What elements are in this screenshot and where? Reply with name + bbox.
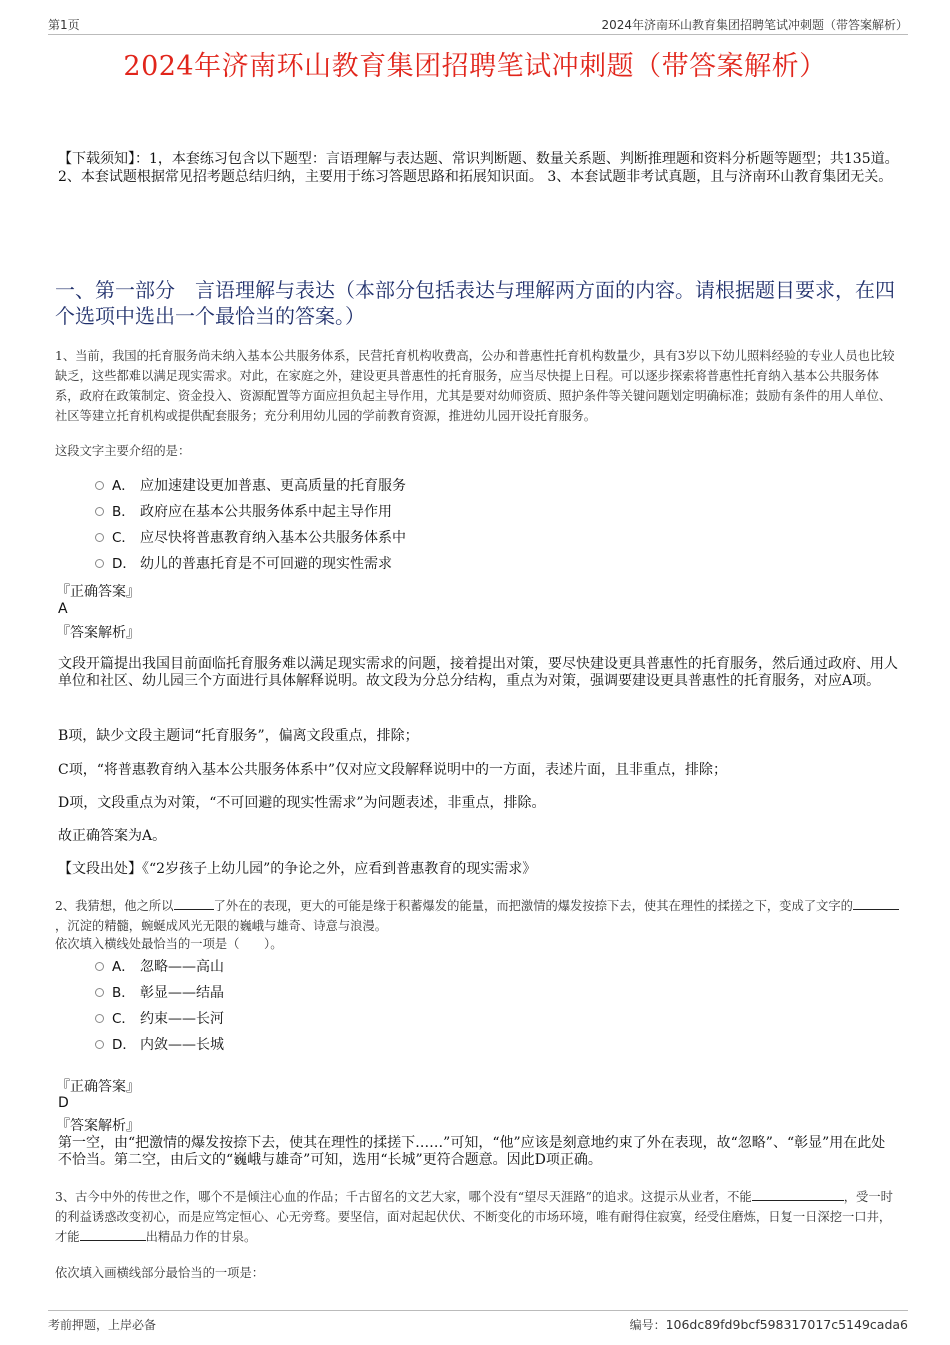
analysis-paragraph: D项，文段重点为对策，“不可回避的现实性需求”为问题表述，非重点，排除。 bbox=[58, 795, 546, 811]
radio-icon[interactable] bbox=[95, 988, 104, 997]
page-header bbox=[48, 14, 908, 35]
option-c[interactable] bbox=[95, 1006, 224, 1032]
analysis-paragraph: C项，“将普惠教育纳入基本公共服务体系中”仅对应文段解释说明中的一方面，表述片面，且非重点，排除； bbox=[58, 762, 728, 778]
footer-code-value: 106dc89fd9bcf598317017c5149cada6 bbox=[665, 1317, 908, 1332]
question-1-text: 1、当前，我国的托育服务尚未纳入基本公共服务体系，民营托育机构收费高，公办和普惠性托育机构数量少，具有3岁以下幼儿照料经验的专业人员也比较缺乏，这些都难以满足现实需求。对此，在家庭之外，建设更具普惠性的托育服务，应当尽快提上日程。可以逐步探索将普惠性托育纳入基本公共服务体系，政府在政策制定、资金投入、资源配置等方面应担负起主导作用，尤其是要对幼师资质、照护条件等关键问题划定明确标准；鼓励有条件的用人单位、社区等建立托育机构或提供配套服务；充分利用幼儿园的学前教育资源，推进幼儿园开设托育服务。 bbox=[55, 349, 895, 423]
radio-icon[interactable] bbox=[95, 1040, 104, 1049]
option-key: B． bbox=[112, 985, 135, 1001]
option-d[interactable] bbox=[95, 1032, 224, 1058]
download-notice: 【下载须知】：1，本套练习包含以下题型：言语理解与表达题、常识判断题、数量关系题、判断推理题和资料分析题等题型；共135道。 2、本套试题根据常见招考题总结归纳，主要用于练习答题思路和拓展知识面。 3、本套试题非考试真题，且与济南环山教育集团无关。 bbox=[58, 151, 899, 185]
option-a[interactable] bbox=[95, 473, 406, 499]
footer-code-label: 编号： bbox=[629, 1318, 666, 1332]
option-label: 彰显——结晶 bbox=[140, 985, 224, 1001]
analysis-label: 『答案解析』 bbox=[56, 1118, 140, 1134]
option-key: A． bbox=[112, 959, 135, 975]
option-label: 约束——长河 bbox=[140, 1011, 224, 1027]
option-label: 忽略——高山 bbox=[140, 959, 224, 975]
question-2-stem: 依次填入横线处最恰当的一项是（ ）。 bbox=[55, 937, 283, 951]
header-doc-title: 2024年济南环山教育集团招聘笔试冲刺题（带答案解析） bbox=[601, 18, 908, 32]
option-key: C． bbox=[112, 530, 135, 546]
option-key: B． bbox=[112, 504, 135, 520]
analysis-paragraph: 文段开篇提出我国目前面临托育服务难以满足现实需求的问题，接着提出对策，要尽快建设更具普惠性的托育服务，然后通过政府、用人单位和社区、幼儿园三个方面进行具体解释说明。故文段为分总分结构，重点为对策，强调要建设更具普惠性的托育服务，对应A项。 bbox=[58, 656, 898, 689]
analysis-label: 『答案解析』 bbox=[56, 625, 140, 641]
option-c[interactable] bbox=[95, 525, 406, 551]
question-text-part: ，沉淀的精髓，蜿蜒成风光无限的巍峨与雄奇、诗意与浪漫。 bbox=[55, 919, 388, 933]
option-label: 应尽快将普惠教育纳入基本公共服务体系中 bbox=[140, 530, 406, 546]
footer-slogan: 考前押题，上岸必备 bbox=[48, 1318, 157, 1332]
option-b[interactable] bbox=[95, 980, 224, 1006]
radio-icon[interactable] bbox=[95, 533, 104, 542]
fill-blank bbox=[853, 897, 899, 910]
question-2-text bbox=[55, 896, 900, 936]
page-title: 2024年济南环山教育集团招聘笔试冲刺题（带答案解析） bbox=[123, 51, 827, 82]
question-1-options bbox=[95, 473, 406, 577]
question-3-stem: 依次填入画横线部分最恰当的一项是： bbox=[55, 1266, 265, 1280]
radio-icon[interactable] bbox=[95, 507, 104, 516]
analysis-paragraph: 故正确答案为A。 bbox=[58, 828, 167, 844]
analysis-paragraph: B项，缺少文段主题词“托育服务”，偏离文段重点，排除； bbox=[58, 728, 419, 744]
option-label: 应加速建设更加普惠、更高质量的托育服务 bbox=[140, 478, 406, 494]
page-footer bbox=[48, 1310, 908, 1333]
question-2-options bbox=[95, 954, 224, 1058]
option-b[interactable] bbox=[95, 499, 406, 525]
correct-answer: A bbox=[58, 601, 68, 617]
footer-code bbox=[630, 1316, 908, 1333]
correct-answer-label: 『正确答案』 bbox=[56, 1079, 140, 1095]
question-3-text bbox=[55, 1187, 900, 1247]
question-text-part: 3、古今中外的传世之作，哪个不是倾注心血的作品；千古留名的文艺大家，哪个没有“望尽天涯路”的追求。这提示从业者，不能 bbox=[55, 1190, 752, 1204]
question-1-stem: 这段文字主要介绍的是： bbox=[55, 444, 191, 458]
fill-blank bbox=[174, 897, 214, 910]
option-a[interactable] bbox=[95, 954, 224, 980]
section-heading: 一、第一部分 言语理解与表达（本部分包括表达与理解两方面的内容。请根据题目要求，在四个选项中选出一个最恰当的答案。） bbox=[55, 278, 895, 328]
radio-icon[interactable] bbox=[95, 1014, 104, 1023]
question-text-part: 2、我猜想，他之所以 bbox=[55, 899, 174, 913]
fill-blank bbox=[752, 1188, 844, 1201]
option-key: D． bbox=[112, 556, 136, 572]
source-citation: 【文段出处】《“2岁孩子上幼儿园”的争论之外，应看到普惠教育的现实需求》 bbox=[58, 861, 537, 877]
analysis-paragraph: 第一空，由“把激情的爆发按捺下去，使其在理性的揉搓下……”可知，“他”应该是刻意地约束了外在表现，故“忽略”、“彰显”用在此处不恰当。第二空，由后文的“巍峨与雄奇”可知，选用“长城”更符合题意。因此D项正确。 bbox=[58, 1135, 886, 1168]
question-text-part: 了外在的表现，更大的可能是缘于积蓄爆发的能量，而把激情的爆发按捺下去，使其在理性的揉搓之下，变成了文字的 bbox=[213, 899, 853, 913]
option-key: D． bbox=[112, 1037, 136, 1053]
radio-icon[interactable] bbox=[95, 481, 104, 490]
correct-answer: D bbox=[58, 1095, 69, 1111]
question-text-part: 出精品力作的甘泉。 bbox=[145, 1230, 257, 1244]
correct-answer-label: 『正确答案』 bbox=[56, 584, 140, 600]
radio-icon[interactable] bbox=[95, 962, 104, 971]
page-number: 第1页 bbox=[48, 18, 80, 32]
option-key: C． bbox=[112, 1011, 135, 1027]
option-key: A． bbox=[112, 478, 135, 494]
fill-blank bbox=[80, 1228, 146, 1241]
option-label: 内敛——长城 bbox=[140, 1037, 224, 1053]
option-label: 幼儿的普惠托育是不可回避的现实性需求 bbox=[140, 556, 392, 572]
radio-icon[interactable] bbox=[95, 559, 104, 568]
question-text-part: ，受一时的利益诱惑改变初心，而是应笃定恒心、心无旁骛。要坚信，面对起起伏伏、不断变化的市场环境，唯有耐得住寂寞，经受住磨炼，日复一日深挖一口井，才能 bbox=[55, 1190, 893, 1244]
option-label: 政府应在基本公共服务体系中起主导作用 bbox=[140, 504, 392, 520]
option-d[interactable] bbox=[95, 551, 406, 577]
